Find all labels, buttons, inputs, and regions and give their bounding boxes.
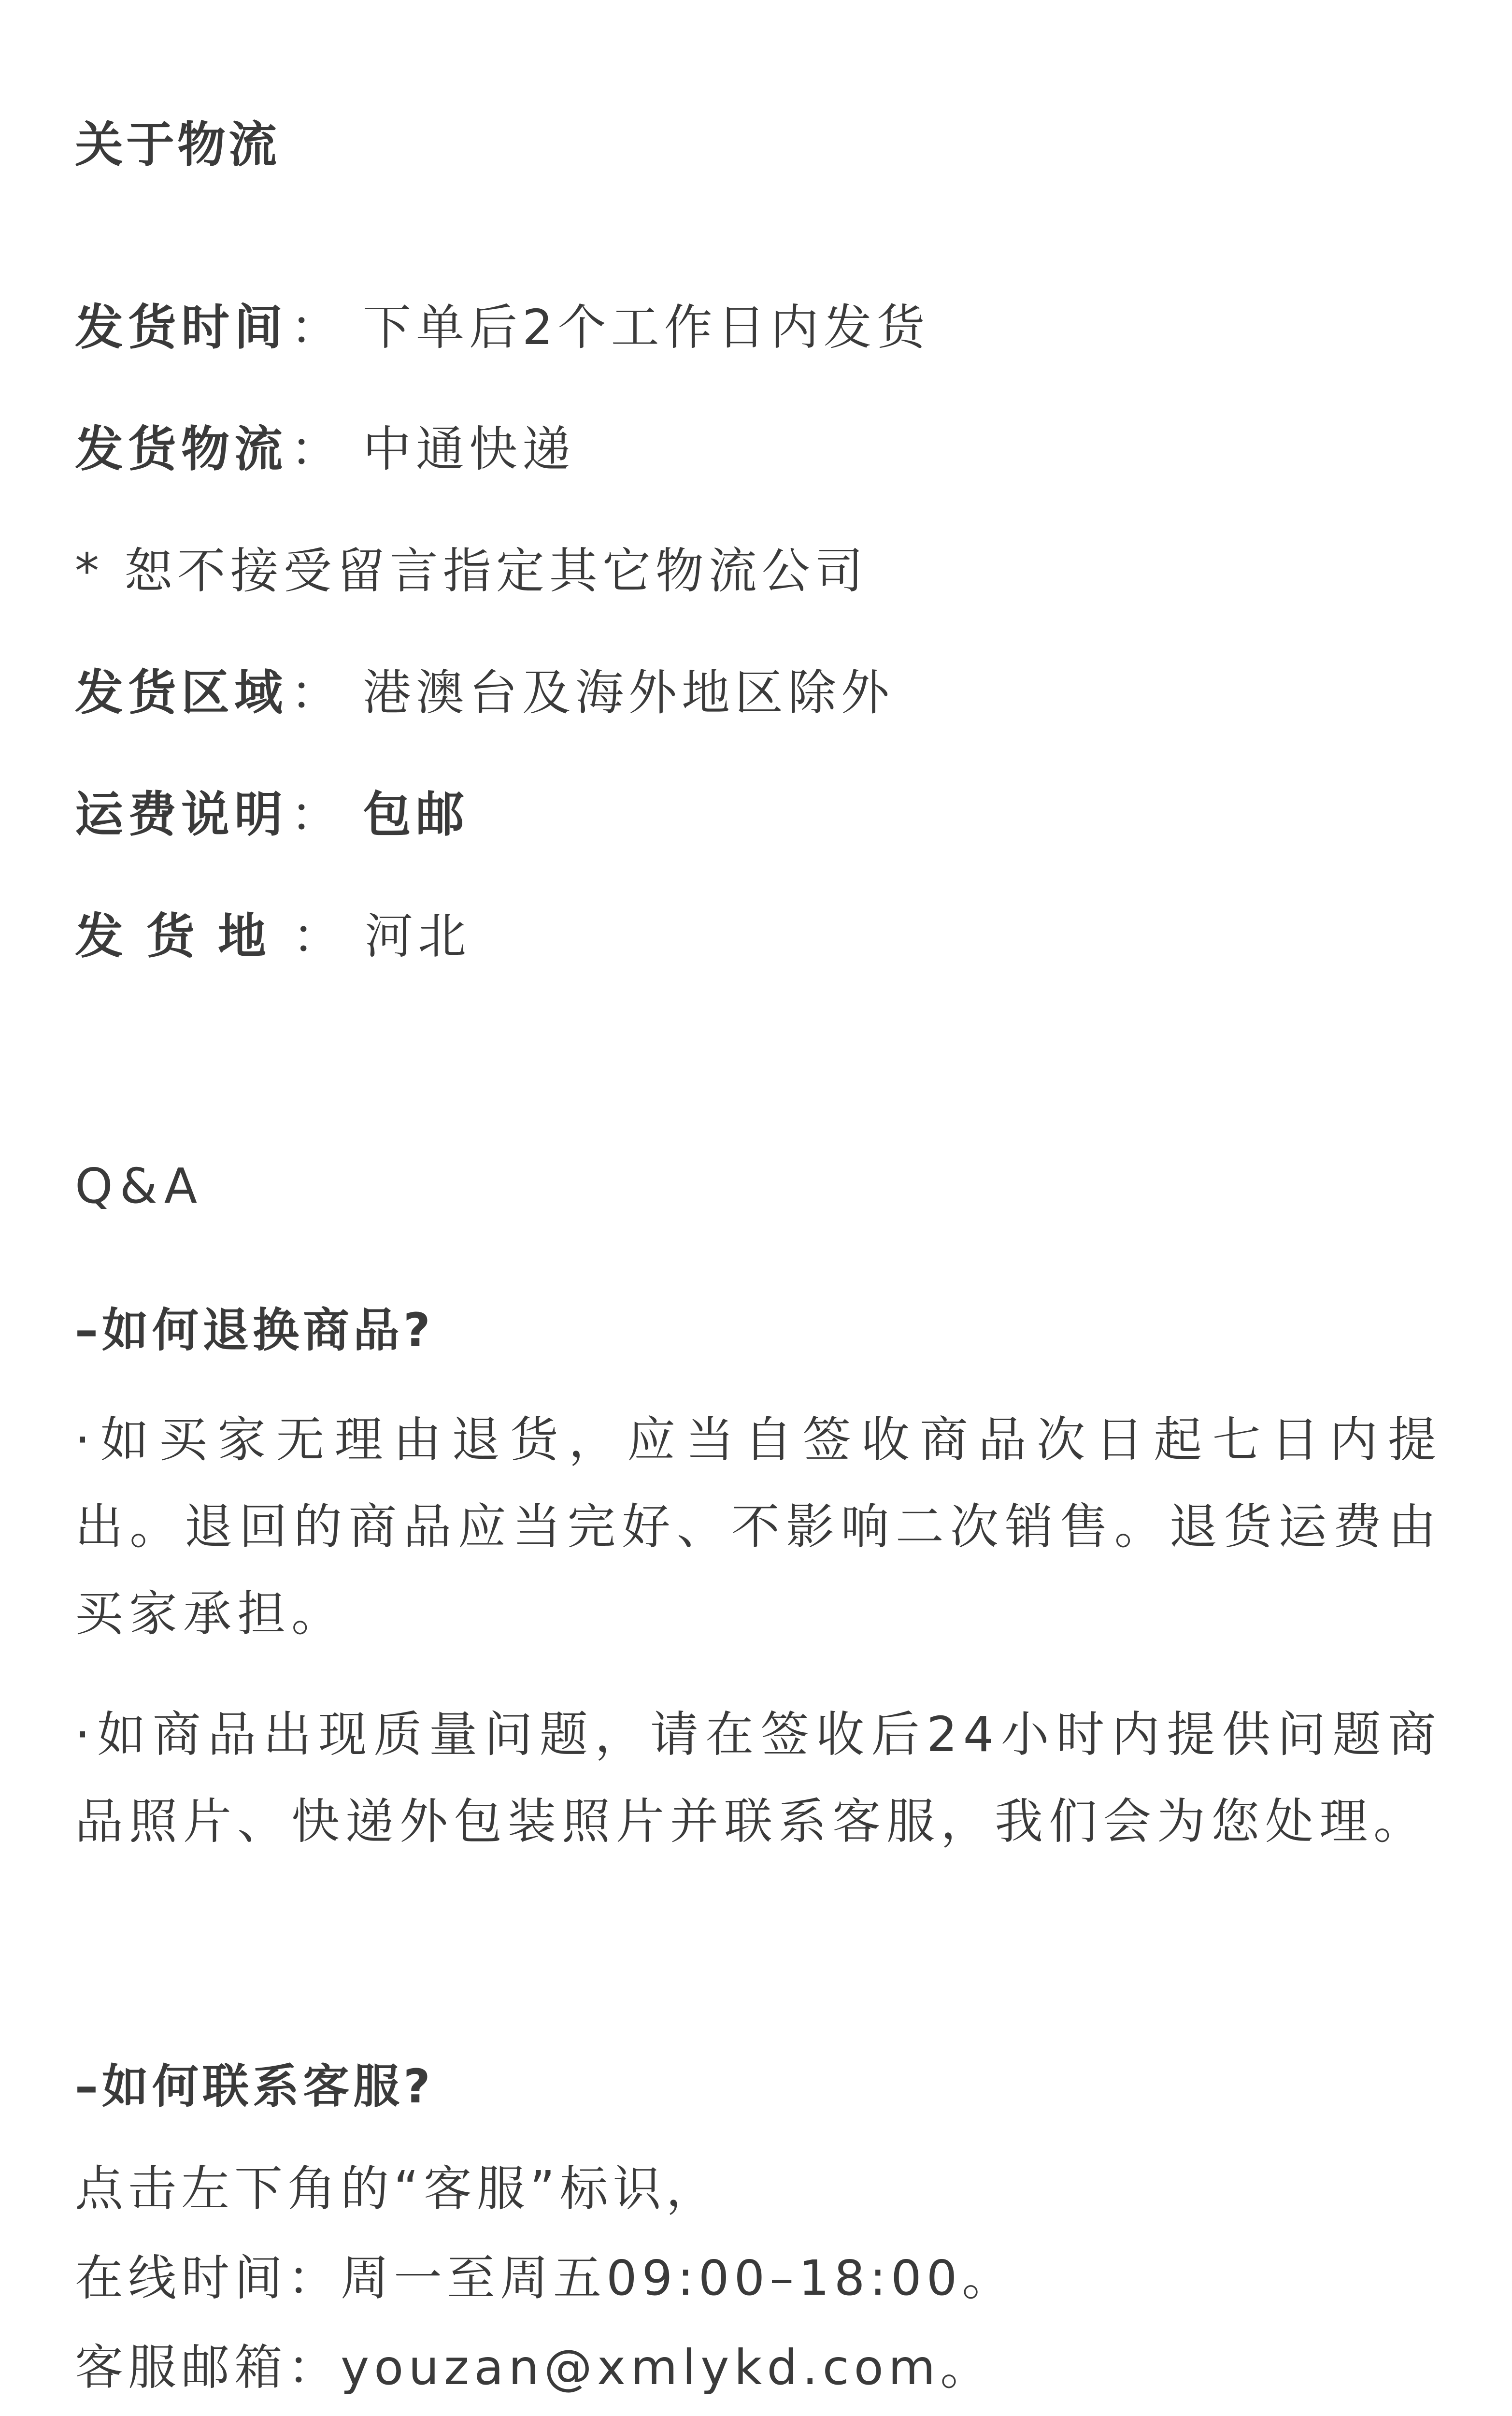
logistics-title: 关于物流 [75, 116, 280, 173]
origin-value: 河北 [365, 908, 471, 964]
faq-contact-line-3: 客服邮箱：youzan@xmlykd.com。 [75, 2339, 994, 2396]
logistics-row-note [75, 543, 868, 599]
ship-time-sep: ： [290, 299, 343, 356]
logistics-row-region [75, 664, 894, 721]
ship-time-label: 发货时间 [75, 299, 287, 356]
carrier-note: * 恕不接受留言指定其它物流公司 [75, 543, 868, 599]
origin-label: 发货地 [75, 908, 289, 964]
ship-time-value: 下单后2个工作日内发货 [363, 299, 930, 356]
origin-sep: ： [292, 908, 345, 964]
qa-title: Q&A [75, 1158, 204, 1214]
faq-contact-line-1: 点击左下角的“客服”标识， [75, 2160, 719, 2217]
logistics-row-shipping-fee [75, 786, 469, 843]
faq-returns-question: –如何退换商品? [75, 1303, 434, 1357]
region-sep: ： [290, 664, 343, 721]
faq-returns-answer-1: ·如买家无理由退货，应当自签收商品次日起七日内提出。退回的商品应当完好、不影响二次销售。退货运费由买家承担。 [75, 1411, 1442, 1642]
shipping-fee-value: 包邮 [363, 786, 469, 843]
logistics-row-carrier [75, 421, 575, 477]
region-value: 港澳台及海外地区除外 [363, 664, 894, 721]
shipping-fee-label: 运费说明 [75, 786, 287, 843]
carrier-sep: ： [290, 421, 343, 477]
shipping-fee-sep: ： [290, 786, 343, 843]
faq-returns-answer-2: ·如商品出现质量问题，请在签收后24小时内提供问题商品照片、快递外包装照片并联系客服，我们会为您处理。 [75, 1706, 1442, 1850]
region-label: 发货区域 [75, 664, 287, 721]
carrier-value: 中通快递 [363, 421, 575, 477]
carrier-label: 发货物流 [75, 421, 287, 477]
faq-contact-line-2: 在线时间：周一至周五09:00–18:00。 [75, 2250, 1015, 2306]
logistics-row-origin [75, 908, 471, 964]
logistics-row-ship-time [75, 299, 930, 356]
faq-contact-question: –如何联系客服? [75, 2059, 434, 2114]
